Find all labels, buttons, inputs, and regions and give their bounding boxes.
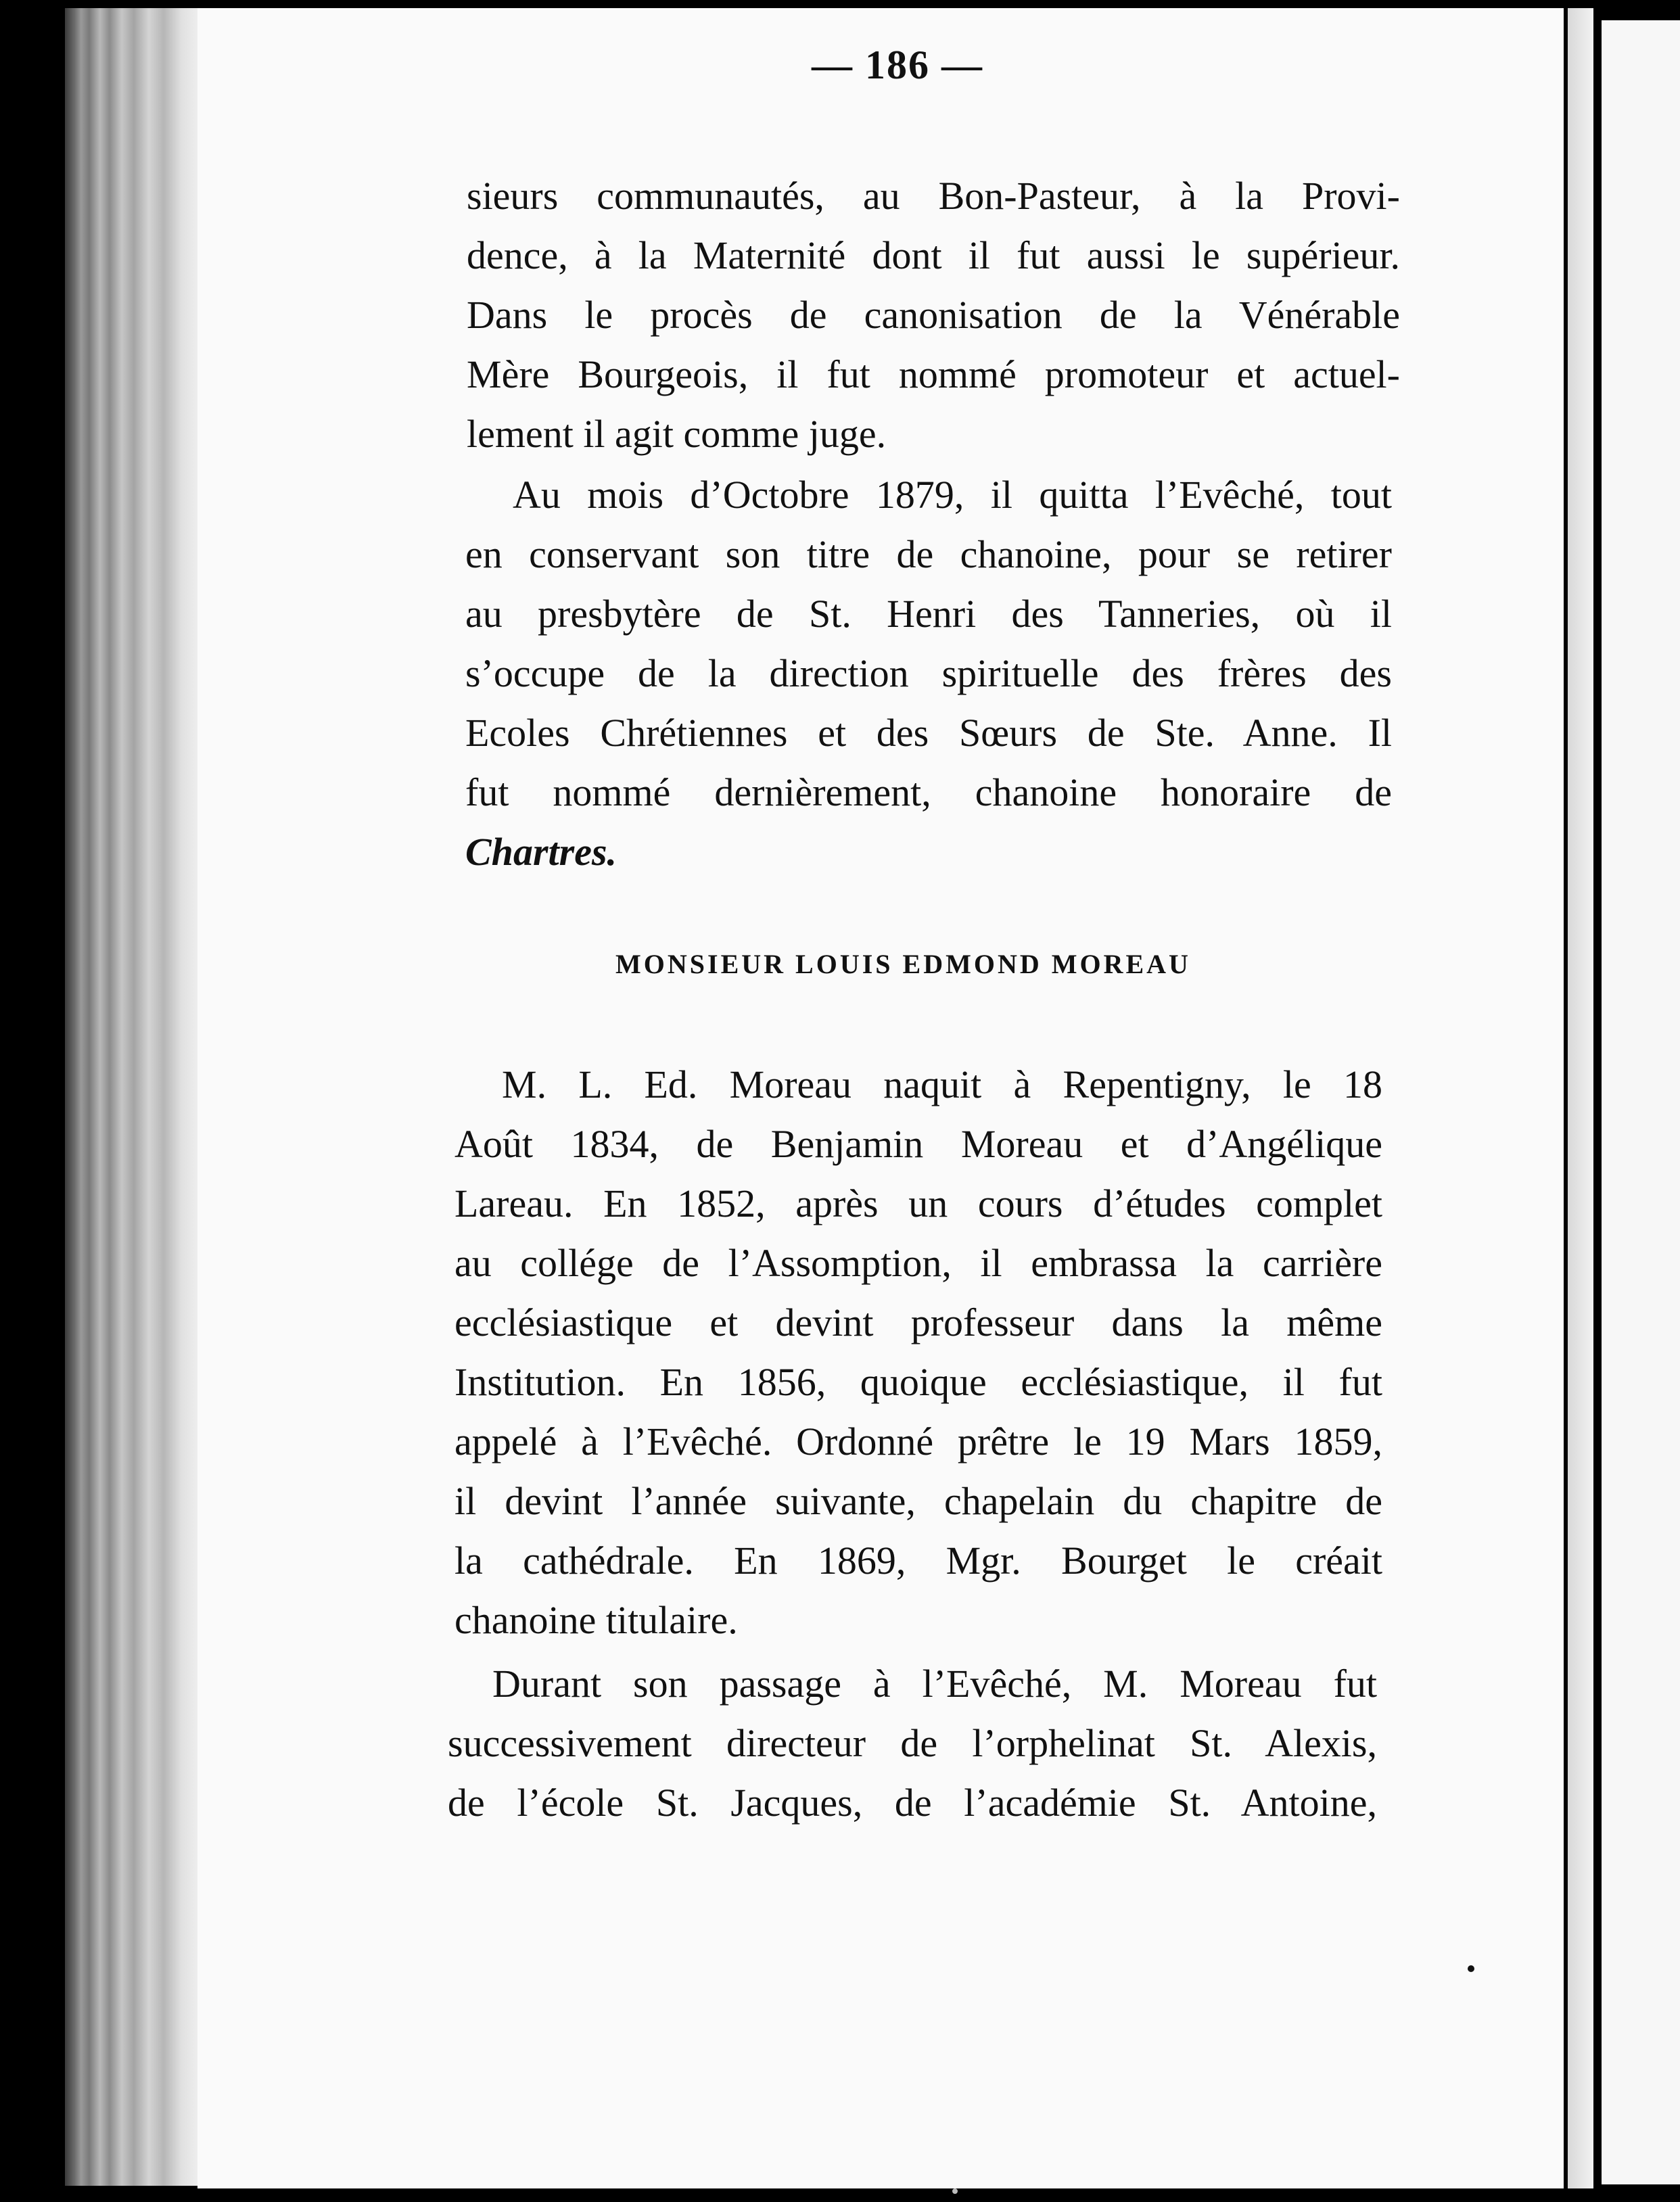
page-number: — 186 — <box>812 43 983 87</box>
text-line: au presbytère de St. Henri des Tanneries, où il <box>465 592 1392 636</box>
text-line: Institution. En 1856, quoique ecclésiastique, il fut <box>454 1360 1382 1404</box>
text-line: il devint l’année suivante, chapelain du chapitre de <box>454 1479 1382 1523</box>
ink-speck <box>952 2188 958 2194</box>
ink-speck <box>1468 1965 1474 1972</box>
text-line: Durant son passage à l’Evêché, M. Moreau fut <box>492 1662 1377 1706</box>
text-line: Lareau. En 1852, après un cours d’études complet <box>454 1181 1382 1225</box>
text-line: la cathédrale. En 1869, Mgr. Bourget le créait <box>454 1539 1382 1583</box>
text-line: successivement directeur de l’orphelinat St. Alexis, <box>448 1721 1377 1765</box>
paragraph-1 <box>467 166 1400 464</box>
text-line: fut nommé dernièrement, chanoine honoraire de <box>465 770 1392 814</box>
paragraph-2 <box>465 465 1392 882</box>
italic-place-name: Chartres. <box>465 830 617 874</box>
text-line: M. L. Ed. Moreau naquit à Repentigny, le 18 <box>502 1062 1382 1106</box>
text-line: lement il agit comme juge. <box>467 412 887 456</box>
text-line: dence, à la Maternité dont il fut aussi le supérieur. <box>467 233 1400 277</box>
book-gutter <box>65 8 200 2186</box>
page-edge-right <box>1568 8 1593 2188</box>
text-line: s’occupe de la direction spirituelle des frères des <box>465 651 1392 695</box>
text-line: Au mois d’Octobre 1879, il quitta l’Evêché, tout <box>513 473 1392 517</box>
text-line: de l’école St. Jacques, de l’académie St. Antoine, <box>448 1781 1377 1825</box>
text-line: Ecoles Chrétiennes et des Sœurs de Ste. Anne. Il <box>465 711 1392 755</box>
text-line: ecclésiastique et devint professeur dans la même <box>454 1301 1382 1344</box>
text-line: Mère Bourgeois, il fut nommé promoteur et actuel- <box>467 352 1400 396</box>
paragraph-4 <box>448 1654 1377 1833</box>
text-line: Dans le procès de canonisation de la Vénérable <box>467 293 1400 337</box>
paragraph-3 <box>454 1055 1382 1650</box>
text-line: sieurs communautés, au Bon-Pasteur, à la Provi- <box>467 174 1400 218</box>
text-line: Août 1834, de Benjamin Moreau et d’Angélique <box>454 1122 1382 1166</box>
section-heading: MONSIEUR LOUIS EDMOND MOREAU <box>615 949 1191 979</box>
page-gap <box>1593 0 1602 2202</box>
text-line: chanoine titulaire. <box>454 1598 738 1642</box>
text-line: au collége de l’Assomption, il embrassa la carrière <box>454 1241 1382 1285</box>
text-line: en conservant son titre de chanoine, pour se retirer <box>465 532 1392 576</box>
facing-page-strip <box>1602 20 1680 2184</box>
text-line: appelé à l’Evêché. Ordonné prêtre le 19 Mars 1859, <box>454 1420 1382 1463</box>
